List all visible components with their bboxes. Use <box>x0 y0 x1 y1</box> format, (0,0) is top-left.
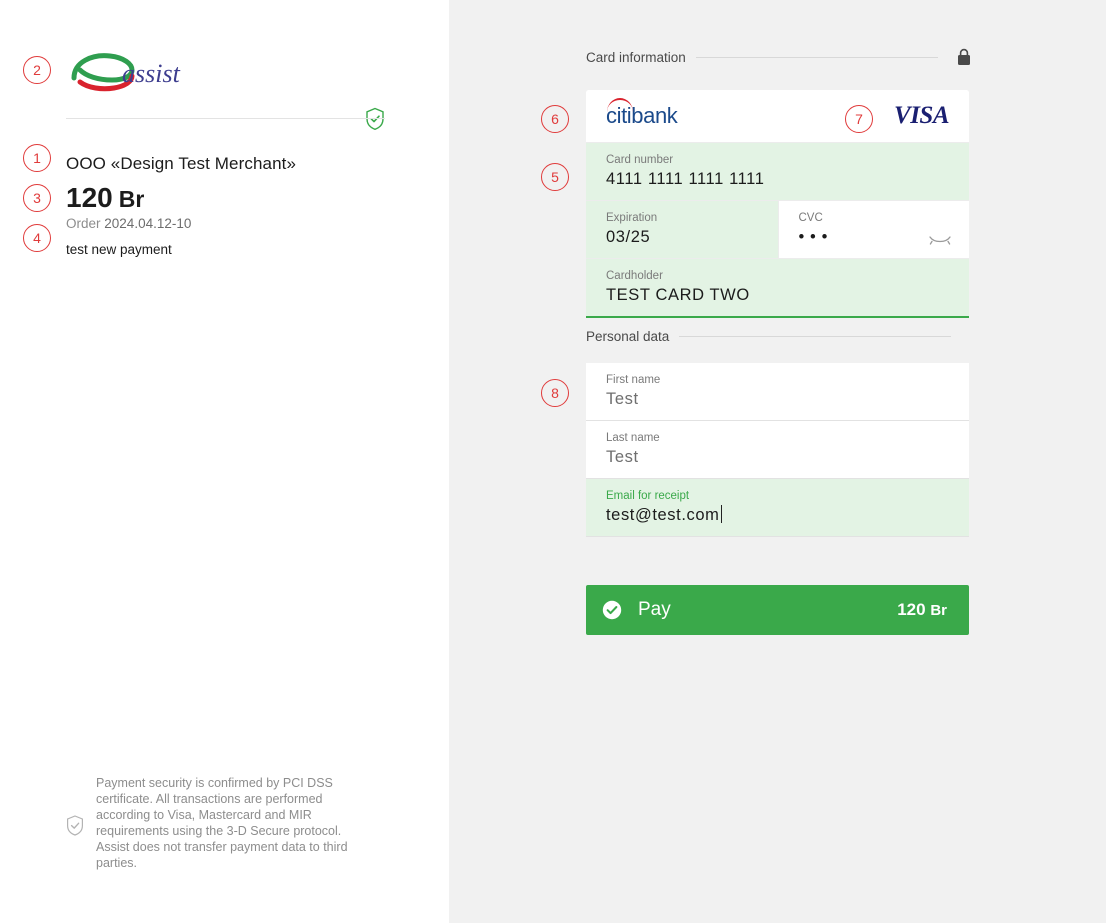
expiration-label: Expiration <box>606 212 658 224</box>
email-field[interactable] <box>586 479 969 537</box>
shield-check-icon <box>365 107 385 131</box>
annotation-badge-8: 8 <box>541 379 569 407</box>
eye-off-icon[interactable] <box>929 234 951 246</box>
svg-text:assist: assist <box>122 59 180 88</box>
text-caret <box>721 505 722 523</box>
order-amount-currency: Br <box>118 186 145 212</box>
payment-purpose: test new payment <box>66 242 172 257</box>
section-rule <box>696 57 938 58</box>
check-circle-icon <box>602 600 622 620</box>
annotation-badge-2: 2 <box>23 56 51 84</box>
last-name-field[interactable] <box>586 421 969 479</box>
issuer-bank-name <box>606 103 677 129</box>
personal-fields-group <box>586 363 969 537</box>
merchant-name: OOO «Design Test Merchant» <box>66 154 296 173</box>
expiration-cell <box>586 201 778 259</box>
pay-button-label: Pay <box>638 599 671 620</box>
payment-form-panel <box>449 0 1106 923</box>
issuer-bank-name-part2: bank <box>631 103 678 128</box>
issuer-row <box>586 90 969 143</box>
lock-icon <box>957 48 971 66</box>
section-rule <box>679 336 951 337</box>
annotation-badge-7: 7 <box>845 105 873 133</box>
cvc-input[interactable]: • • • <box>798 228 828 246</box>
pay-button-amount <box>897 600 947 620</box>
card-number-input[interactable]: 4111 1111 1111 1111 <box>606 170 765 188</box>
annotation-badge-4: 4 <box>23 224 51 252</box>
cvc-cell <box>778 201 970 259</box>
expiration-cvc-row <box>586 201 969 259</box>
security-text: Payment security is confirmed by PCI DSS certificate. All transactions are performed according to Visa, Mastercard and MIR requirements using the 3-D Secure protocol. Assist does not transfer payment data to third parties. <box>96 776 348 870</box>
first-name-label: First name <box>606 374 661 386</box>
first-name-input[interactable]: Test <box>606 390 639 408</box>
order-amount-value: 120 <box>66 182 113 213</box>
first-name-field[interactable] <box>586 363 969 421</box>
order-number: 2024.04.12-10 <box>104 216 192 231</box>
cardholder-field[interactable] <box>586 259 969 318</box>
cvc-field[interactable] <box>779 201 970 259</box>
annotation-badge-1: 1 <box>23 144 51 172</box>
divider <box>66 118 385 119</box>
expiration-input[interactable]: 03/25 <box>606 228 651 246</box>
email-input[interactable] <box>606 503 949 527</box>
card-information-label: Card information <box>586 50 686 65</box>
pay-button[interactable] <box>586 585 969 635</box>
visa-logo: VISA <box>894 102 949 129</box>
card-information-section-title <box>586 50 969 65</box>
pay-button-currency: Br <box>930 602 947 619</box>
expiration-field[interactable] <box>586 201 778 259</box>
personal-data-section-title <box>586 329 969 344</box>
issuer-bank-name-part1: citi <box>606 103 632 128</box>
card-number-label: Card number <box>606 154 674 166</box>
personal-data-label: Personal data <box>586 329 670 344</box>
cvc-label: CVC <box>798 212 823 224</box>
last-name-input[interactable]: Test <box>606 448 639 466</box>
cardholder-input[interactable]: TEST CARD TWO <box>606 286 750 304</box>
assist-logo-icon <box>66 48 194 94</box>
order-id-line <box>66 216 191 231</box>
cardholder-label: Cardholder <box>606 270 663 282</box>
annotation-badge-5: 5 <box>541 163 569 191</box>
merchant-logo <box>66 48 386 98</box>
email-input-value: test@test.com <box>606 506 720 524</box>
last-name-label: Last name <box>606 432 660 444</box>
annotation-badge-6: 6 <box>541 105 569 133</box>
email-label: Email for receipt <box>606 490 690 502</box>
card-number-field[interactable] <box>586 143 969 201</box>
order-summary-panel <box>0 0 449 923</box>
order-label: Order <box>66 216 101 231</box>
shield-check-small-icon <box>66 815 84 837</box>
security-note <box>66 775 386 871</box>
annotation-badge-3: 3 <box>23 184 51 212</box>
card-fields-group <box>586 90 969 318</box>
order-amount <box>66 182 144 214</box>
pay-button-amount-value: 120 <box>897 600 926 619</box>
